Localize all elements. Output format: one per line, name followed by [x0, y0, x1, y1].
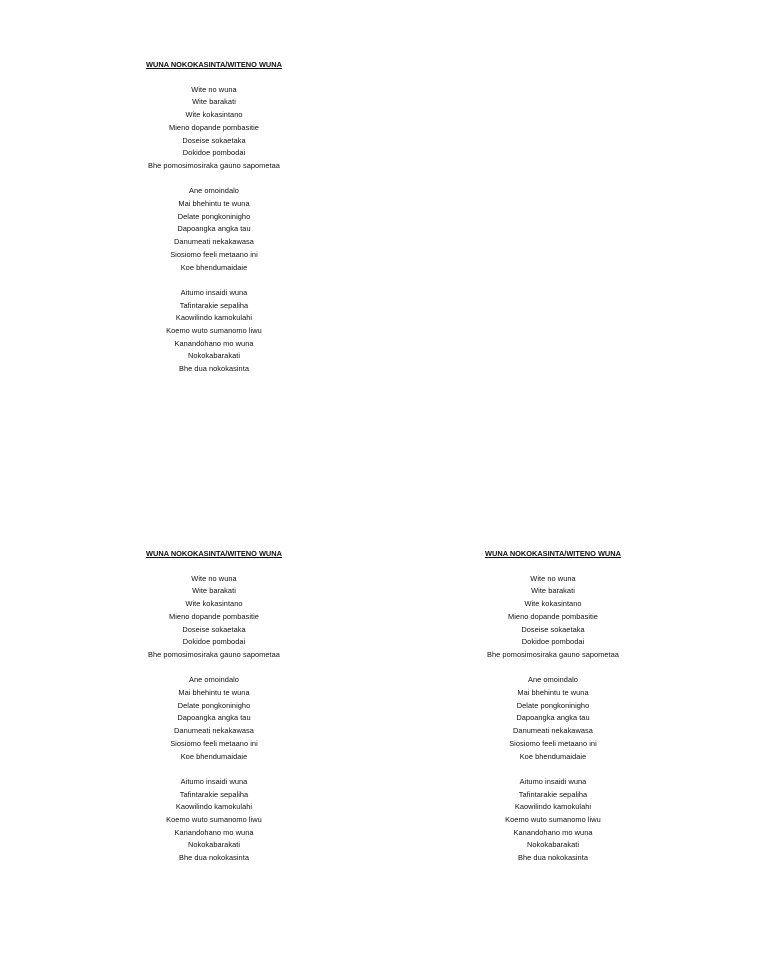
- poem-title: WUNA NOKOKASINTA/WITENO WUNA: [146, 549, 282, 558]
- poem-line: Dokidoe pombodai: [521, 637, 585, 647]
- poem-line: Dokidoe pombodai: [182, 637, 246, 647]
- poem-line: Ane omoindalo: [189, 675, 239, 685]
- poem-title: WUNA NOKOKASINTA/WITENO WUNA: [485, 549, 621, 558]
- poem-line: Koemo wuto sumanomo liwu: [505, 815, 601, 825]
- poem-line: Wite no wuna: [530, 573, 576, 583]
- poem-line: Bhe dua nokokasinta: [518, 853, 588, 863]
- poem-line: Kaowilindo kamokulahi: [175, 313, 253, 323]
- poem-line: Wite kokasintano: [185, 110, 243, 120]
- poem-block: [104, 59, 324, 389]
- poem-line: Tafintarakie sepaliha: [179, 789, 249, 799]
- stanza: [443, 573, 663, 662]
- poem-title: WUNA NOKOKASINTA/WITENO WUNA: [146, 60, 282, 69]
- stanza: [104, 185, 324, 274]
- poem-line: Delate pongkoninigho: [516, 700, 590, 710]
- poem-line: Wite kokasintano: [185, 599, 243, 609]
- stanza: [443, 776, 663, 865]
- poem-block: [104, 548, 324, 878]
- poem-line: Mieno dopande pombasitie: [169, 122, 259, 132]
- stanza: [104, 674, 324, 763]
- poem-line: Delate pongkoninigho: [177, 700, 251, 710]
- poem-line: Doseise sokaetaka: [182, 135, 246, 145]
- poem-line: Kaowilindo kamokulahi: [514, 802, 592, 812]
- poem-line: Kanandohano mo wuna: [513, 827, 593, 837]
- poem-line: Aitumo insaidi wuna: [180, 776, 248, 786]
- stanza: [443, 674, 663, 763]
- poem-line: Mai bhehintu te wuna: [178, 199, 250, 209]
- stanza: [104, 84, 324, 173]
- poem-line: Wite no wuna: [191, 84, 237, 94]
- poem-line: Doseise sokaetaka: [521, 624, 585, 634]
- poem-line: Wite barakati: [531, 586, 575, 596]
- poem-line: Ane omoindalo: [528, 675, 578, 685]
- poem-line: Nokokabarakati: [526, 840, 580, 850]
- poem-line: Dapoangka angka tau: [177, 713, 251, 723]
- poem-line: Nokokabarakati: [187, 840, 241, 850]
- stanza: [104, 287, 324, 376]
- poem-line: Aitumo insaidi wuna: [519, 776, 587, 786]
- poem-line: Dapoangka angka tau: [516, 713, 590, 723]
- poem-line: Wite barakati: [192, 97, 236, 107]
- poem-line: Kaowilindo kamokulahi: [175, 802, 253, 812]
- poem-line: Siosiomo feeli metaano ini: [170, 738, 258, 748]
- poem-line: Ane omoindalo: [189, 186, 239, 196]
- poem-line: Koemo wuto sumanomo liwu: [166, 326, 262, 336]
- poem-line: Delate pongkoninigho: [177, 211, 251, 221]
- poem-block: [443, 548, 663, 878]
- poem-line: Danumeati nekakawasa: [513, 726, 593, 736]
- poem-line: Kanandohano mo wuna: [174, 827, 254, 837]
- poem-line: Danumeati nekakawasa: [174, 237, 254, 247]
- poem-line: Mai bhehintu te wuna: [178, 688, 250, 698]
- poem-line: Koe bhendumaidaie: [519, 751, 587, 761]
- poem-line: Siosiomo feeli metaano ini: [509, 738, 597, 748]
- poem-line: Tafintarakie sepaliha: [518, 789, 588, 799]
- poem-line: Bhe pomosimosiraka gauno sapometaa: [487, 649, 619, 659]
- poem-line: Wite kokasintano: [524, 599, 582, 609]
- poem-line: Siosiomo feeli metaano ini: [170, 249, 258, 259]
- poem-line: Koemo wuto sumanomo liwu: [166, 815, 262, 825]
- poem-line: Bhe pomosimosiraka gauno sapometaa: [148, 160, 280, 170]
- poem-line: Koe bhendumaidaie: [180, 262, 248, 272]
- poem-line: Tafintarakie sepaliha: [179, 300, 249, 310]
- poem-line: Mai bhehintu te wuna: [517, 688, 589, 698]
- poem-line: Aitumo insaidi wuna: [180, 287, 248, 297]
- poem-line: Nokokabarakati: [187, 351, 241, 361]
- poem-line: Doseise sokaetaka: [182, 624, 246, 634]
- poem-line: Bhe dua nokokasinta: [179, 364, 249, 374]
- poem-line: Wite barakati: [192, 586, 236, 596]
- poem-line: Mieno dopande pombasitie: [169, 611, 259, 621]
- poem-line: Dokidoe pombodai: [182, 148, 246, 158]
- poem-line: Wite no wuna: [191, 573, 237, 583]
- poem-line: Mieno dopande pombasitie: [508, 611, 598, 621]
- poem-line: Kanandohano mo wuna: [174, 338, 254, 348]
- stanza: [104, 776, 324, 865]
- poem-line: Bhe pomosimosiraka gauno sapometaa: [148, 649, 280, 659]
- poem-line: Bhe dua nokokasinta: [179, 853, 249, 863]
- poem-line: Koe bhendumaidaie: [180, 751, 248, 761]
- poem-line: Danumeati nekakawasa: [174, 726, 254, 736]
- poem-line: Dapoangka angka tau: [177, 224, 251, 234]
- stanza: [104, 573, 324, 662]
